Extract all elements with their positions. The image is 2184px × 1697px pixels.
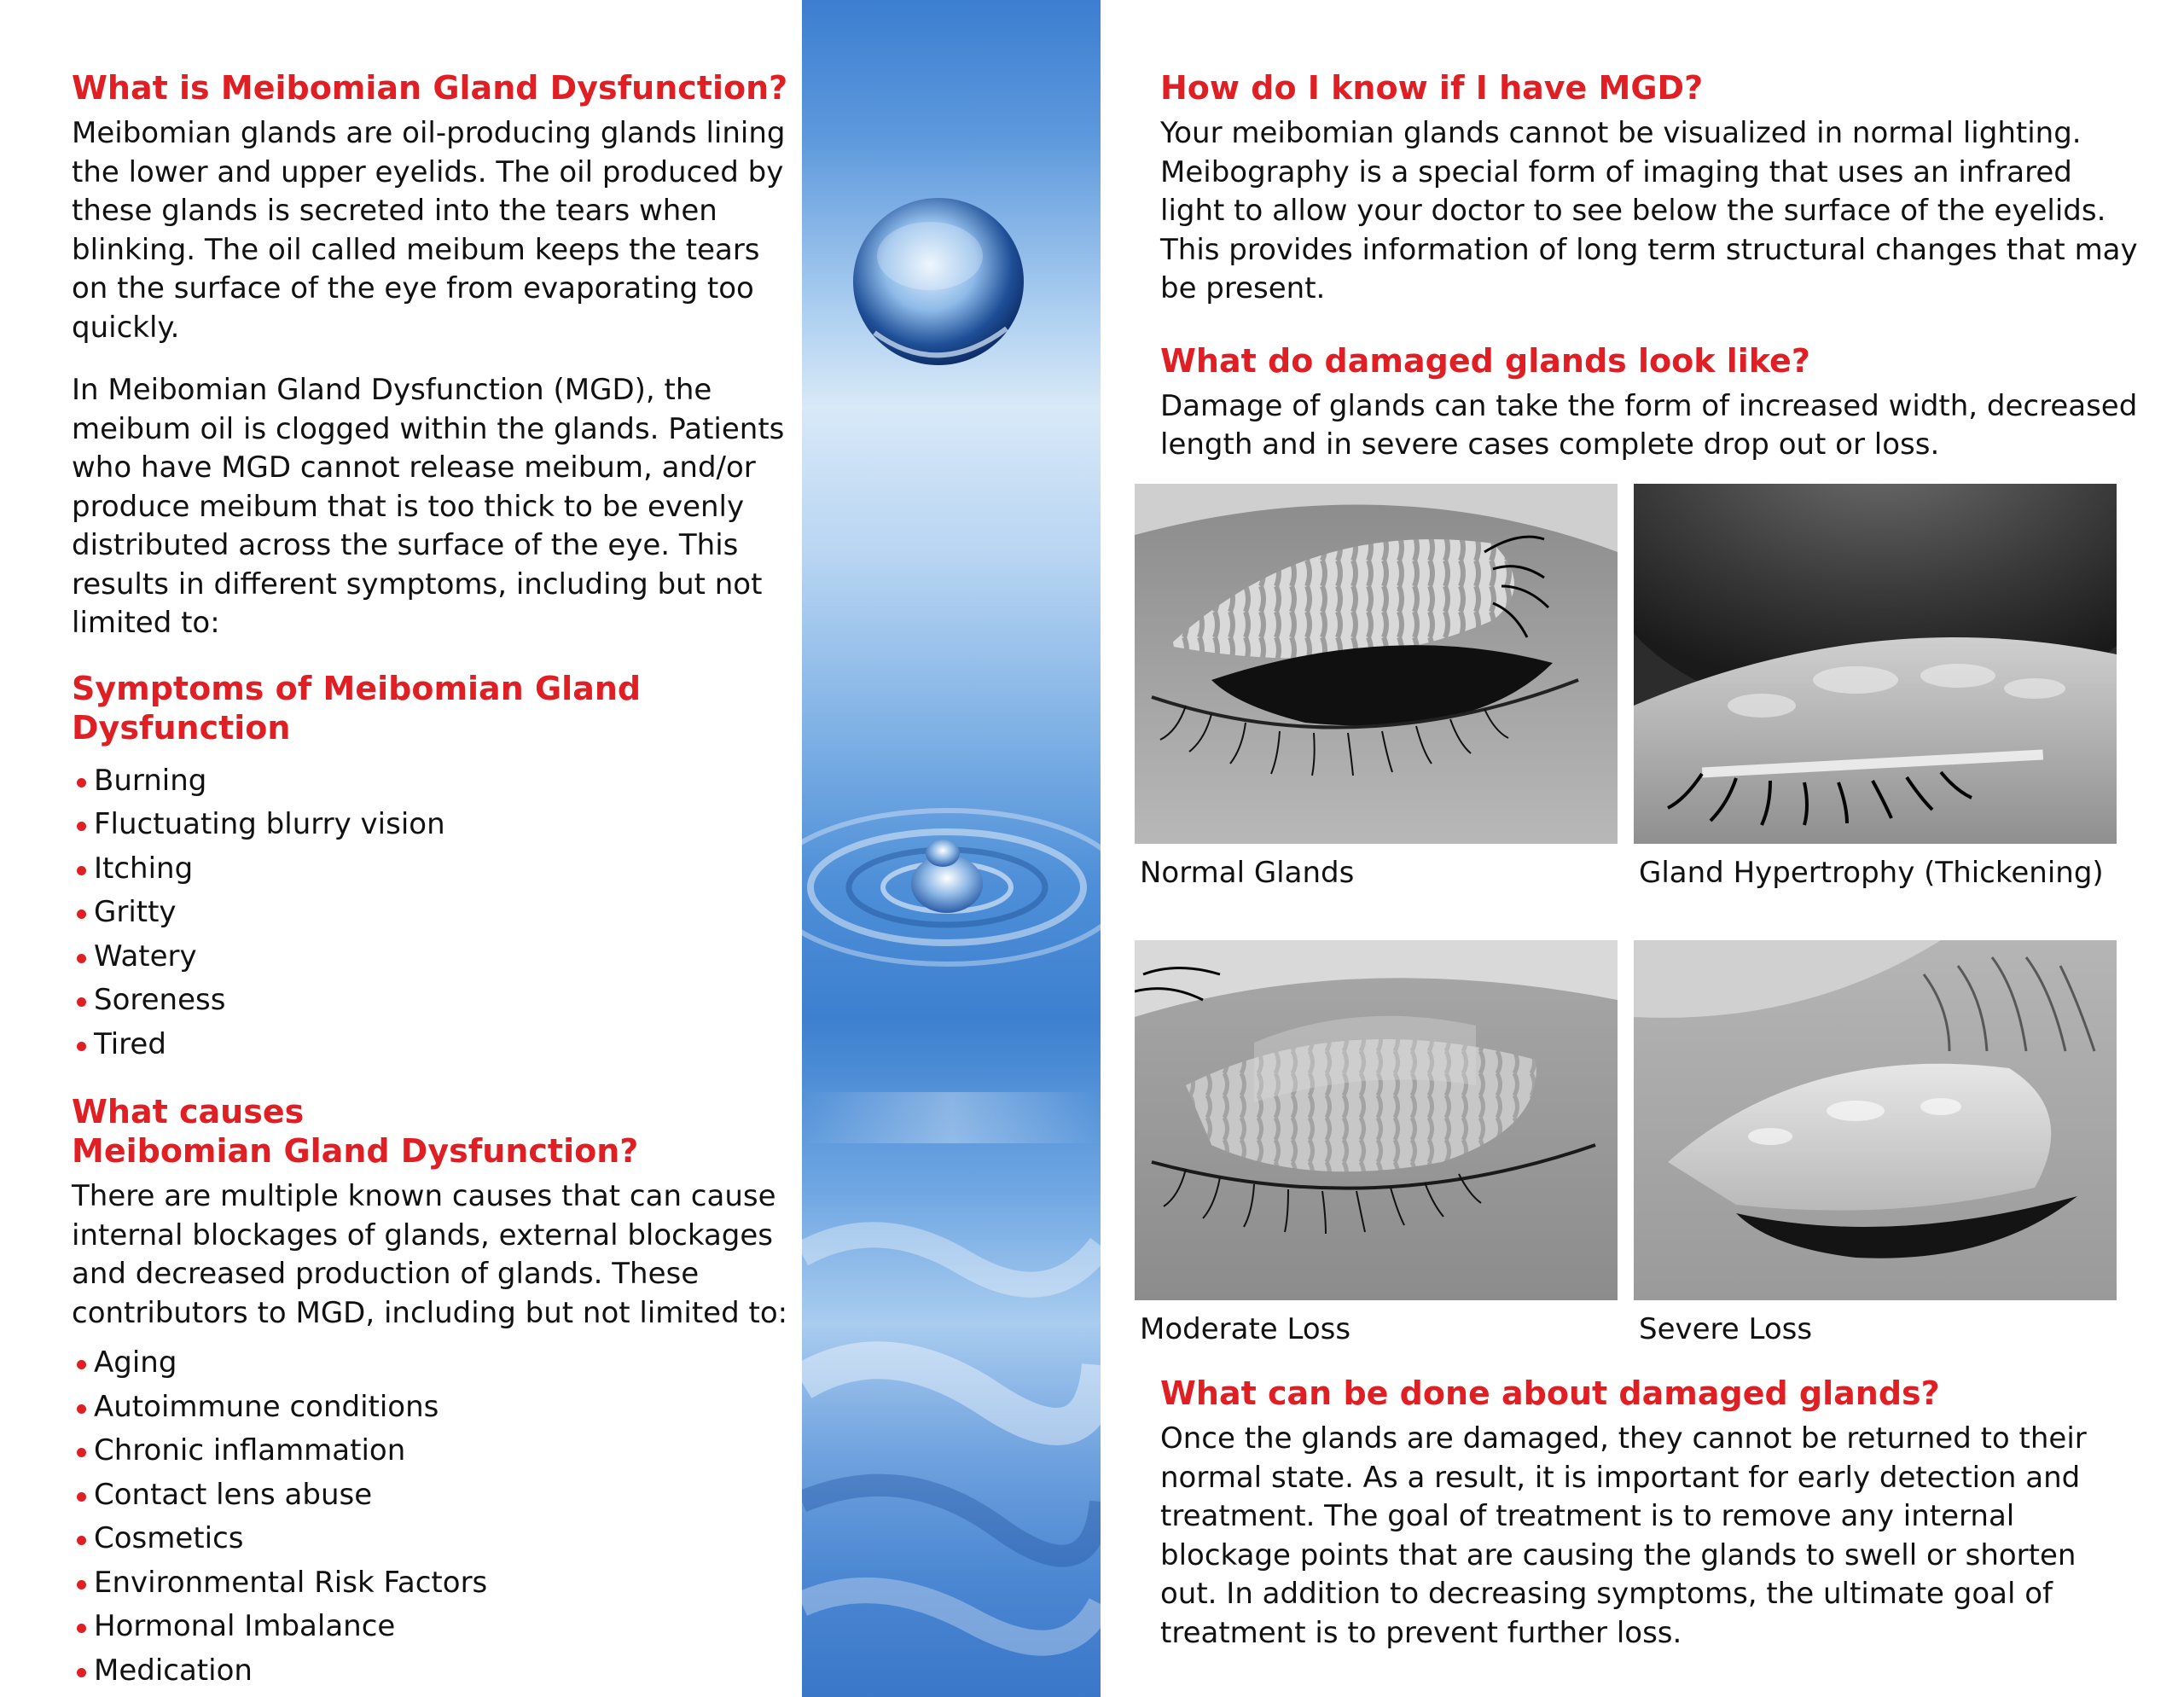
bullet-dot-icon	[77, 910, 86, 919]
list-item: Burning	[72, 759, 788, 804]
causes-heading-line-1: What causes	[72, 1093, 305, 1130]
bullet-dot-icon	[77, 997, 86, 1007]
list-item: Cosmetics	[72, 1517, 788, 1561]
bullet-dot-icon	[77, 1404, 86, 1414]
what-is-mgd-heading: What is Meibomian Gland Dysfunction?	[72, 69, 788, 107]
moderate-loss-photo	[1135, 940, 1618, 1300]
bullet-dot-icon	[77, 866, 86, 875]
normal-glands-photo	[1135, 484, 1618, 844]
how-know-paragraph: Your meibomian glands cannot be visualized in normal lighting. Meibography is a special form of imaging that uses an infrared light to allow your doctor to see below the surface of the eyelids. This provides information of long term structural changes that may be present.	[1160, 116, 2138, 305]
damaged-look-paragraph: Damage of glands can take the form of increased width, decreased length and in severe cases complete drop out or loss.	[1160, 388, 2138, 462]
bullet-dot-icon	[77, 1624, 86, 1633]
symptoms-list	[72, 759, 788, 1067]
moderate-loss-caption: Moderate Loss	[1140, 1312, 1351, 1346]
bullet-dot-icon	[77, 1580, 86, 1589]
right-column	[1160, 68, 2141, 465]
meibography-photo-grid	[1135, 484, 2111, 1354]
severe-loss-photo	[1634, 940, 2117, 1300]
list-item: Contact lens abuse	[72, 1473, 788, 1518]
list-item: Itching	[72, 847, 788, 892]
bullet-dot-icon	[77, 822, 86, 831]
symptoms-heading: Symptoms of Meibomian Gland Dysfunction	[72, 669, 642, 747]
what-is-mgd-paragraph-2: In Meibomian Gland Dysfunction (MGD), the meibum oil is clogged within the glands. Patients who have MGD cannot release meibum, and/or produce meibum that is too thick to be evenly distributed across the surface of the eye. This results in different symptoms, including but not limited to:	[72, 373, 785, 640]
bullet-dot-icon	[77, 1360, 86, 1369]
list-item: Environmental Risk Factors	[72, 1561, 788, 1606]
done-heading: What can be done about damaged glands?	[1160, 1374, 1940, 1412]
gland-hypertrophy-caption: Gland Hypertrophy (Thickening)	[1639, 856, 2104, 890]
what-is-mgd-paragraph-1: Meibomian glands are oil-producing glands lining the lower and upper eyelids. The oil produced by these glands is secreted into the tears when blinking. The oil called meibum keeps the tears on the surface of the eye from evaporating too quickly.	[72, 116, 786, 345]
list-item: Soreness	[72, 979, 788, 1023]
how-know-heading: How do I know if I have MGD?	[1160, 69, 1704, 107]
causes-heading-line-2: Meibomian Gland Dysfunction?	[72, 1132, 639, 1170]
done-paragraph: Once the glands are damaged, they cannot be returned to their normal state. As a result, it is important for early detection and treatment. The goal of treatment is to remove any internal blockage points that are causing the glands to swell or shorten out. In addition to decreasing symptoms, the ultimate goal of treatment is to prevent further loss.	[1160, 1421, 2087, 1650]
list-item: Gritty	[72, 891, 788, 935]
treatment-section	[1160, 1374, 2141, 1653]
gland-hypertrophy-photo	[1634, 484, 2117, 844]
list-item: Hormonal Imbalance	[72, 1605, 788, 1649]
damaged-look-heading: What do damaged glands look like?	[1160, 341, 1810, 380]
list-item: Tired	[72, 1023, 788, 1067]
bullet-dot-icon	[77, 778, 86, 787]
bullet-dot-icon	[77, 1492, 86, 1502]
list-item: Watery	[72, 935, 788, 979]
causes-heading	[72, 1092, 788, 1171]
water-drop-illustration	[802, 0, 1101, 1697]
bullet-dot-icon	[77, 1448, 86, 1457]
list-item: Aging	[72, 1341, 788, 1386]
water-drop-image	[802, 0, 1101, 1697]
normal-glands-caption: Normal Glands	[1140, 856, 1355, 890]
left-column	[72, 68, 788, 1693]
bullet-dot-icon	[77, 1536, 86, 1545]
bullet-dot-icon	[77, 1042, 86, 1051]
list-item: Medication	[72, 1649, 788, 1694]
causes-paragraph: There are multiple known causes that can cause internal blockages of glands, external blockages and decreased production of glands. These contributors to MGD, including but not limited to:	[72, 1179, 788, 1330]
bullet-dot-icon	[77, 1668, 86, 1677]
severe-loss-caption: Severe Loss	[1639, 1312, 1813, 1346]
causes-list	[72, 1341, 788, 1693]
list-item: Chronic inflammation	[72, 1429, 788, 1473]
list-item: Autoimmune conditions	[72, 1386, 788, 1430]
list-item: Fluctuating blurry vision	[72, 803, 788, 847]
bullet-dot-icon	[77, 954, 86, 963]
